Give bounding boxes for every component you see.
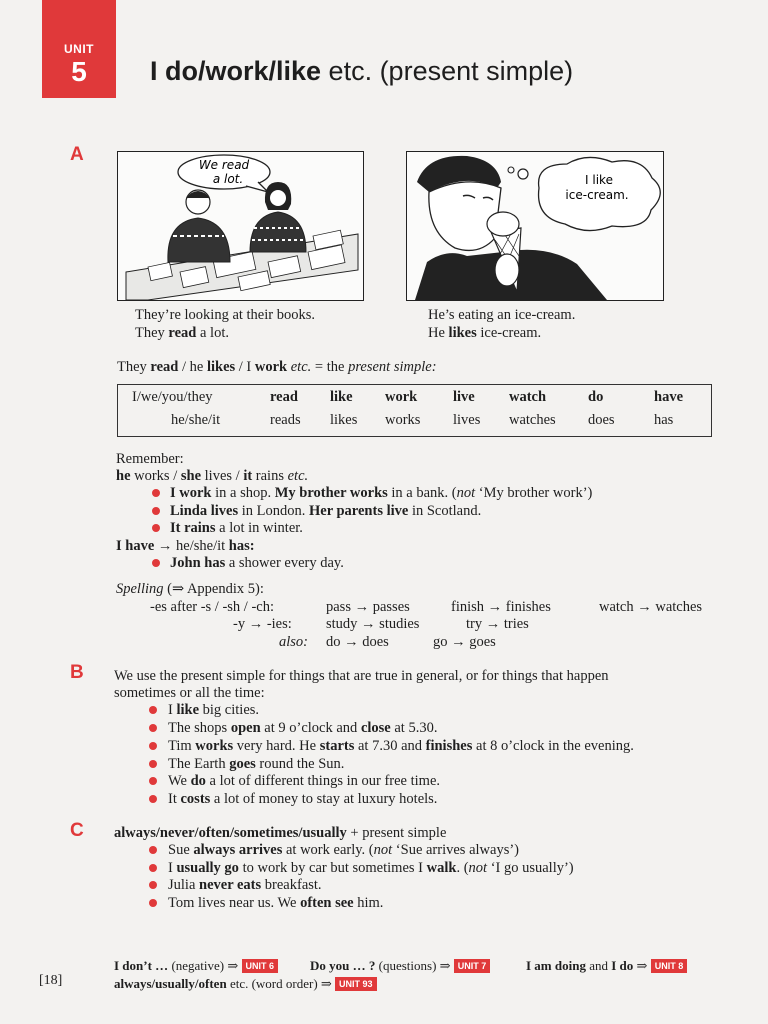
picture-ice-cream (406, 151, 664, 301)
section-letter-b: B (70, 662, 84, 683)
page-number: [18] (39, 973, 63, 988)
row1-verb: have (654, 389, 683, 405)
bullet-icon (149, 742, 157, 750)
row1-verb: live (453, 389, 475, 405)
ice-cream-illustration (407, 152, 663, 300)
row1-verb: like (330, 389, 353, 405)
unit-7-link[interactable]: UNIT 7 (454, 959, 491, 973)
bullet-icon (149, 760, 157, 768)
caption-right-line-1: He’s eating an ice-cream. (428, 307, 576, 323)
row2-label: he/she/it (171, 412, 221, 428)
section-c-example: I usually go to work by car but sometimes I walk. (not ‘I go usually’) (168, 860, 574, 876)
bullet-icon (149, 706, 157, 714)
section-c-example: Tom lives near us. We often see him. (168, 895, 384, 911)
remember-example: It rains a lot in winter. (170, 520, 303, 536)
cross-reference: I don’t … (negative) ⇒ UNIT 6 (114, 957, 278, 975)
caption-left-line-1: They’re looking at their books. (135, 307, 315, 323)
bubble-line-1: We read (198, 158, 250, 172)
unit-93-link[interactable]: UNIT 93 (335, 977, 377, 991)
page-title (150, 56, 573, 87)
section-b-intro-1: We use the present simple for things that are true in general, or for things that happen (114, 668, 609, 684)
unit-6-link[interactable]: UNIT 6 (242, 959, 279, 973)
row1-verb: work (385, 389, 418, 405)
section-c-example: Sue always arrives at work early. (not ‘Sue arrives always’) (168, 842, 519, 858)
spelling-rule-label: -es after -s / -sh / -ch: (150, 599, 275, 615)
spelling-item: study → studies (326, 616, 420, 632)
spelling-item: finish → finishes (451, 599, 551, 615)
row1-verb: read (270, 389, 298, 405)
spelling-heading: Spelling (⇒ Appendix 5): (116, 581, 264, 597)
bubble-line-2: a lot. (212, 172, 244, 186)
cross-reference: I am doing and I do ⇒ UNIT 8 (526, 957, 687, 975)
row2-verb: works (385, 412, 421, 428)
section-b-example: Tim works very hard. He starts at 7.30 and finishes at 8 o’clock in the evening. (168, 738, 634, 754)
row2-verb: does (588, 412, 615, 428)
remember-heading: Remember: (116, 451, 184, 467)
section-b-example: The shops open at 9 o’clock and close at 5.30. (168, 720, 438, 736)
bullet-icon (152, 524, 160, 532)
bullet-icon (149, 795, 157, 803)
section-c-heading: always/never/often/sometimes/usually + present simple (114, 825, 447, 841)
row2-verb: lives (453, 412, 481, 428)
remember-example: Linda lives in London. Her parents live in Scotland. (170, 503, 482, 519)
row2-verb: reads (270, 412, 301, 428)
spelling-item: try → tries (466, 616, 529, 632)
bubble-line-2: ice-cream. (565, 188, 629, 202)
bullet-icon (149, 881, 157, 889)
remember-example: John has a shower every day. (170, 555, 344, 571)
picture-reading (117, 151, 364, 301)
spelling-rule-label: -y → -ies: (233, 616, 292, 632)
unit-label: UNIT (64, 42, 94, 56)
caption-left (135, 306, 315, 342)
spelling-item: do → does (326, 634, 389, 650)
section-b-example: The Earth goes round the Sun. (168, 756, 345, 772)
unit-8-link[interactable]: UNIT 8 (651, 959, 688, 973)
have-rule: I have → he/she/it has: (116, 538, 255, 554)
bullet-icon (149, 864, 157, 872)
section-b-example: It costs a lot of money to stay at luxury hotels. (168, 791, 438, 807)
bullet-icon (149, 846, 157, 854)
caption-left-line-2: They read a lot. (135, 325, 229, 341)
title-bold: I do/work/like (150, 56, 322, 86)
bubble-line-1: I like (585, 173, 613, 187)
row2-verb: has (654, 412, 674, 428)
verb-table (117, 384, 712, 437)
bullet-icon (152, 559, 160, 567)
row2-verb: likes (330, 412, 358, 428)
reading-illustration (118, 152, 363, 300)
section-letter-c: C (70, 820, 84, 841)
spelling-item: go → goes (433, 634, 496, 650)
spelling-rule-label: also: (279, 634, 308, 650)
spelling-item: watch → watches (599, 599, 703, 615)
section-c-example: Julia never eats breakfast. (168, 877, 322, 893)
remember-line: he works / she lives / it rains etc. (116, 468, 309, 484)
section-b-intro-2: sometimes or all the time: (114, 685, 265, 701)
section-b-example: I like big cities. (168, 702, 260, 718)
unit-tab (42, 0, 116, 98)
bullet-icon (149, 724, 157, 732)
bullet-icon (149, 899, 157, 907)
remember-example: I work in a shop. My brother works in a bank. (not ‘My brother work’) (170, 485, 593, 501)
section-letter-a: A (70, 144, 84, 165)
row1-verb: watch (509, 389, 547, 405)
caption-right (428, 306, 575, 342)
row2-verb: watches (509, 412, 556, 428)
caption-right-line-2: He likes ice-cream. (428, 325, 542, 341)
row1-label: I/we/you/they (132, 389, 213, 405)
cross-reference: always/usually/often etc. (word order) ⇒ UNIT 93 (114, 975, 377, 993)
unit-number: 5 (71, 56, 87, 87)
bullet-icon (152, 507, 160, 515)
spelling-item: pass → passes (326, 599, 410, 615)
cross-reference: Do you … ? (questions) ⇒ UNIT 7 (310, 957, 490, 975)
present-simple-intro: They read / he likes / I work etc. = the present simple: (117, 359, 437, 375)
title-rest: etc. (present simple) (321, 56, 574, 86)
bullet-icon (149, 777, 157, 785)
section-b-example: We do a lot of different things in our free time. (168, 773, 441, 789)
bullet-icon (152, 489, 160, 497)
row1-verb: do (588, 389, 604, 405)
